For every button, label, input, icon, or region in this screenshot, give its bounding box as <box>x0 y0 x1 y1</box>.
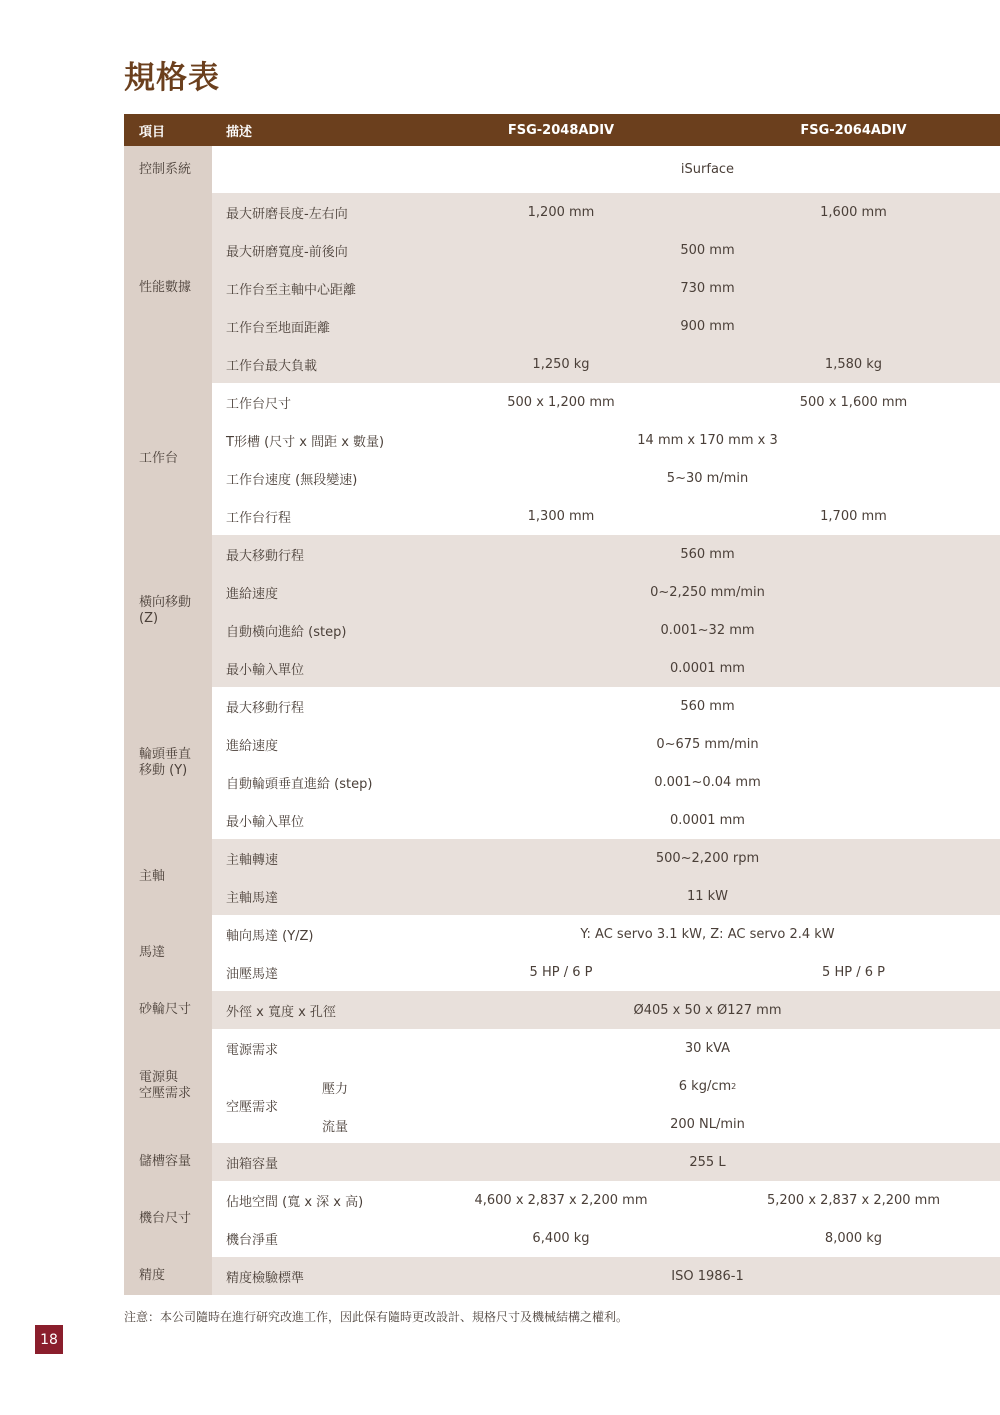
group-spindle <box>124 839 1000 915</box>
value-shared: 500~2,200 rpm <box>655 850 760 866</box>
row-desc: 工作台速度 (無段變速) <box>226 472 358 488</box>
group-label-tank: 儲槽容量 <box>124 1143 212 1181</box>
table-row <box>212 953 1000 991</box>
group-label-line: 輪頭垂直 <box>139 747 192 762</box>
pressure-superscript: 2 <box>731 1081 737 1091</box>
table-row <box>212 535 1000 573</box>
table-row <box>212 877 1000 915</box>
table-row <box>212 269 1000 307</box>
row-desc: 最大研磨長度-左右向 <box>226 206 348 222</box>
table-row <box>212 146 1000 193</box>
value-shared: 5~30 m/min <box>666 470 749 486</box>
row-desc: 主軸馬達 <box>226 890 279 906</box>
value-2064: 1,580 kg <box>824 356 883 372</box>
air-requirement-block <box>212 1067 1000 1143</box>
table-row <box>212 1219 1000 1257</box>
group-label-accuracy: 精度 <box>124 1257 212 1295</box>
pressure-label: 壓力 <box>322 1082 349 1097</box>
value-2048: 1,200 mm <box>527 204 595 220</box>
group-motor <box>124 915 1000 991</box>
group-label-cross <box>124 535 212 687</box>
group-worktable <box>124 383 1000 535</box>
row-desc: 工作台最大負載 <box>226 358 318 374</box>
value-shared: Ø405 x 50 x Ø127 mm <box>633 1002 782 1018</box>
table-row <box>212 687 1000 725</box>
row-desc: 自動橫向進給 (step) <box>226 624 347 640</box>
value-2064: 1,700 mm <box>820 508 887 524</box>
row-desc: 進給速度 <box>226 586 279 602</box>
row-desc: 工作台至主軸中心距離 <box>226 282 357 298</box>
header-description: 描述 <box>226 124 253 140</box>
value-2064: 500 x 1,600 mm <box>799 394 908 410</box>
value-2048: 4,600 x 2,837 x 2,200 mm <box>474 1192 648 1208</box>
table-row <box>212 611 1000 649</box>
table-row <box>212 1029 1000 1067</box>
row-desc: 工作台至地面距離 <box>226 320 331 336</box>
group-cross-movement <box>124 535 1000 687</box>
value-shared: 30 kVA <box>684 1040 731 1056</box>
group-label-line: 橫向移動 <box>139 595 192 610</box>
table-row <box>212 421 1000 459</box>
value-shared: 730 mm <box>680 280 735 296</box>
value-shared: 0~2,250 mm/min <box>650 584 765 600</box>
value-2064: 5 HP / 6 P <box>822 964 885 980</box>
row-desc: 工作台尺寸 <box>226 396 292 412</box>
group-label-line: 空壓需求 <box>139 1086 192 1101</box>
group-label-line: 移動 (Y) <box>139 763 188 778</box>
group-wheel <box>124 991 1000 1029</box>
group-control <box>124 146 1000 193</box>
value-shared: 500 mm <box>680 242 735 258</box>
page-number: 18 <box>35 1325 63 1354</box>
flow-label: 流量 <box>322 1120 349 1135</box>
table-row <box>212 383 1000 421</box>
value-shared: 0~675 mm/min <box>656 736 759 752</box>
row-desc: 油箱容量 <box>226 1156 279 1172</box>
table-row <box>212 915 1000 953</box>
table-row <box>212 725 1000 763</box>
table-row <box>212 193 1000 231</box>
header-model-2064: FSG-2064ADIV <box>800 122 907 138</box>
row-desc: 軸向馬達 (Y/Z) <box>226 928 314 944</box>
table-row <box>212 649 1000 687</box>
row-desc: 油壓馬達 <box>226 966 279 982</box>
value-shared: 11 kW <box>686 888 729 904</box>
group-tank <box>124 1143 1000 1181</box>
row-desc: 電源需求 <box>226 1042 279 1058</box>
value-shared: 0.0001 mm <box>670 660 745 676</box>
row-desc: 自動輪頭垂直進給 (step) <box>226 776 373 792</box>
table-row <box>212 345 1000 383</box>
table-row <box>212 573 1000 611</box>
value-2064: 5,200 x 2,837 x 2,200 mm <box>766 1192 941 1208</box>
group-label-performance: 性能數據 <box>124 193 212 383</box>
row-desc: 主軸轉速 <box>226 852 279 868</box>
page-title: 規格表 <box>124 60 220 96</box>
table-header <box>124 114 1000 146</box>
row-desc: 佔地空間 (寬 x 深 x 高) <box>226 1194 364 1210</box>
group-label-spindle: 主軸 <box>124 839 212 915</box>
value-shared: 255 L <box>689 1154 726 1170</box>
group-accuracy <box>124 1257 1000 1295</box>
group-label-machine: 機台尺寸 <box>124 1181 212 1257</box>
value-2048: 1,250 kg <box>532 356 590 372</box>
row-desc: 最小輸入單位 <box>226 814 305 830</box>
row-desc: 外徑 x 寬度 x 孔徑 <box>226 1004 336 1020</box>
value-2048: 6,400 kg <box>532 1230 590 1246</box>
table-row <box>212 801 1000 839</box>
table-row <box>212 1143 1000 1181</box>
value-shared: 560 mm <box>680 546 735 562</box>
value-2064: 8,000 kg <box>824 1230 883 1246</box>
group-label-power <box>124 1029 212 1143</box>
value-shared: Y: AC servo 3.1 kW, Z: AC servo 2.4 kW <box>580 926 835 942</box>
row-desc: 最大移動行程 <box>226 700 305 716</box>
value-shared: 0.001~32 mm <box>660 622 755 638</box>
table-row <box>212 459 1000 497</box>
row-desc: 最小輸入單位 <box>226 662 305 678</box>
footnote: 注意：本公司隨時在進行研究改進工作，因此保有隨時更改設計、規格尺寸及機械結構之權利。 <box>124 1310 629 1324</box>
value-2048: 5 HP / 6 P <box>529 964 593 980</box>
group-vertical-movement <box>124 687 1000 839</box>
value-2064: 1,600 mm <box>820 204 887 220</box>
group-label-vertical <box>124 687 212 839</box>
table-row <box>212 497 1000 535</box>
row-desc: 最大移動行程 <box>226 548 305 564</box>
header-model-2048: FSG-2048ADIV <box>507 122 615 138</box>
header-item: 項目 <box>139 124 166 140</box>
value-shared: 900 mm <box>680 318 735 334</box>
row-desc: 最大研磨寬度-前後向 <box>226 244 348 260</box>
group-label-line: (Z) <box>139 611 159 626</box>
spec-table <box>124 114 1000 1295</box>
row-desc: 精度檢驗標準 <box>226 1270 305 1286</box>
table-row <box>212 1257 1000 1295</box>
table-row <box>212 991 1000 1029</box>
table-row <box>212 763 1000 801</box>
air-requirement-label: 空壓需求 <box>226 1100 279 1115</box>
pressure-value-cell <box>415 1067 1000 1105</box>
value-shared: 14 mm x 170 mm x 3 <box>637 432 778 448</box>
value-shared: 0.0001 mm <box>670 812 745 828</box>
value-2048: 500 x 1,200 mm <box>507 394 615 410</box>
group-label-motor: 馬達 <box>124 915 212 991</box>
table-row <box>212 1181 1000 1219</box>
value-shared: 560 mm <box>680 698 735 714</box>
group-label-control: 控制系統 <box>124 146 212 193</box>
value-2048: 1,300 mm <box>527 508 595 524</box>
flow-value: 200 NL/min <box>670 1116 745 1132</box>
pressure-value: 6 kg/cm <box>678 1078 732 1094</box>
group-performance <box>124 193 1000 383</box>
row-desc: 進給速度 <box>226 738 279 754</box>
group-machine <box>124 1181 1000 1257</box>
value-shared: 0.001~0.04 mm <box>654 774 761 790</box>
row-desc: 工作台行程 <box>226 510 292 526</box>
table-row <box>212 307 1000 345</box>
control-value: iSurface <box>680 162 735 177</box>
value-shared: ISO 1986-1 <box>671 1268 744 1284</box>
row-desc: 機台淨重 <box>226 1232 279 1248</box>
row-desc: T形槽 (尺寸 x 間距 x 數量) <box>226 434 385 450</box>
table-row <box>212 839 1000 877</box>
table-row <box>212 231 1000 269</box>
group-power-air <box>124 1029 1000 1143</box>
group-label-worktable: 工作台 <box>124 383 212 535</box>
group-label-wheel: 砂輪尺寸 <box>124 991 212 1029</box>
group-label-line: 電源與 <box>139 1070 179 1085</box>
